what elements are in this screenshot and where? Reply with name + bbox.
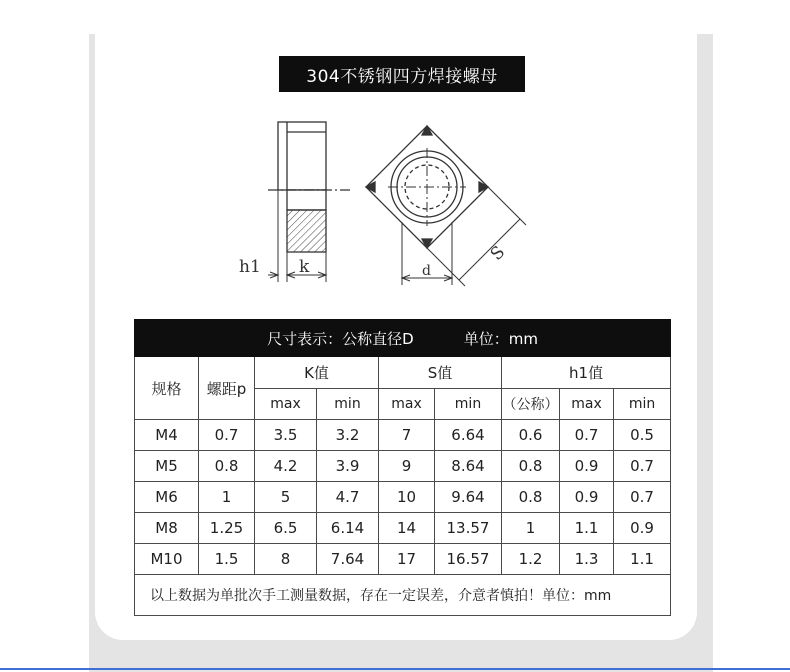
cell-s-min: 16.57 — [435, 544, 502, 575]
sub-h1-min: min — [614, 389, 671, 420]
table-row — [135, 513, 671, 544]
cell-s-min: 6.64 — [435, 420, 502, 451]
cell-spec: M5 — [135, 451, 199, 482]
sub-s-min: min — [435, 389, 502, 420]
header-s: S值 — [379, 357, 502, 389]
cell-s-max: 7 — [379, 420, 435, 451]
cell-k-min: 3.9 — [317, 451, 379, 482]
sub-h1-max: max — [560, 389, 614, 420]
cell-k-min: 4.7 — [317, 482, 379, 513]
header-pitch: 螺距p — [199, 357, 255, 420]
table-header-row — [135, 357, 671, 389]
cell-k-min: 7.64 — [317, 544, 379, 575]
cell-pitch: 0.8 — [199, 451, 255, 482]
table-row — [135, 482, 671, 513]
cell-pitch: 1.25 — [199, 513, 255, 544]
cell-h1-max: 0.9 — [560, 482, 614, 513]
cell-s-max: 17 — [379, 544, 435, 575]
cell-k-max: 4.2 — [255, 451, 317, 482]
table-row — [135, 420, 671, 451]
cell-h1-nominal: 0.8 — [502, 482, 560, 513]
cell-h1-nominal: 1.2 — [502, 544, 560, 575]
bottom-divider — [0, 668, 790, 670]
cell-s-max: 14 — [379, 513, 435, 544]
table-row — [135, 544, 671, 575]
cell-spec: M4 — [135, 420, 199, 451]
cell-s-min: 8.64 — [435, 451, 502, 482]
cell-spec: M8 — [135, 513, 199, 544]
cell-spec: M6 — [135, 482, 199, 513]
header-h1: h1值 — [502, 357, 671, 389]
cell-spec: M10 — [135, 544, 199, 575]
cell-h1-min: 0.5 — [614, 420, 671, 451]
cell-k-min: 6.14 — [317, 513, 379, 544]
caption-size-note: 尺寸表示：公称直径D — [267, 329, 414, 348]
cell-h1-min: 0.7 — [614, 451, 671, 482]
cell-k-min: 3.2 — [317, 420, 379, 451]
cell-h1-max: 0.7 — [560, 420, 614, 451]
header-k: K值 — [255, 357, 379, 389]
header-spec: 规格 — [135, 357, 199, 420]
sub-k-max: max — [255, 389, 317, 420]
cell-pitch: 0.7 — [199, 420, 255, 451]
cell-h1-max: 1.1 — [560, 513, 614, 544]
label-s: S — [486, 242, 510, 265]
product-title: 304不锈钢四方焊接螺母 — [279, 56, 525, 92]
label-d: d — [422, 263, 431, 279]
sub-s-max: max — [379, 389, 435, 420]
table-caption-row — [135, 320, 671, 357]
cell-s-min: 9.64 — [435, 482, 502, 513]
cell-h1-nominal: 0.8 — [502, 451, 560, 482]
sub-h1-nominal: （公称） — [502, 389, 560, 420]
cell-s-max: 10 — [379, 482, 435, 513]
table-row — [135, 451, 671, 482]
cell-h1-min: 0.9 — [614, 513, 671, 544]
cell-h1-max: 1.3 — [560, 544, 614, 575]
cell-k-max: 8 — [255, 544, 317, 575]
cell-k-max: 5 — [255, 482, 317, 513]
cell-h1-min: 0.7 — [614, 482, 671, 513]
cell-s-max: 9 — [379, 451, 435, 482]
table-note-row — [135, 575, 671, 616]
label-k: k — [299, 257, 310, 277]
cell-h1-nominal: 1 — [502, 513, 560, 544]
cell-k-max: 6.5 — [255, 513, 317, 544]
caption-unit: 单位：mm — [463, 329, 538, 348]
cell-h1-max: 0.9 — [560, 451, 614, 482]
cell-k-max: 3.5 — [255, 420, 317, 451]
cell-pitch: 1.5 — [199, 544, 255, 575]
technical-drawing — [230, 110, 540, 295]
label-h1: h1 — [239, 257, 261, 277]
sub-k-min: min — [317, 389, 379, 420]
measurement-note: 以上数据为单批次手工测量数据，存在一定误差，介意者慎拍！单位：mm — [135, 575, 671, 616]
cell-pitch: 1 — [199, 482, 255, 513]
cell-h1-min: 1.1 — [614, 544, 671, 575]
spec-table — [134, 319, 671, 616]
cell-s-min: 13.57 — [435, 513, 502, 544]
cell-h1-nominal: 0.6 — [502, 420, 560, 451]
